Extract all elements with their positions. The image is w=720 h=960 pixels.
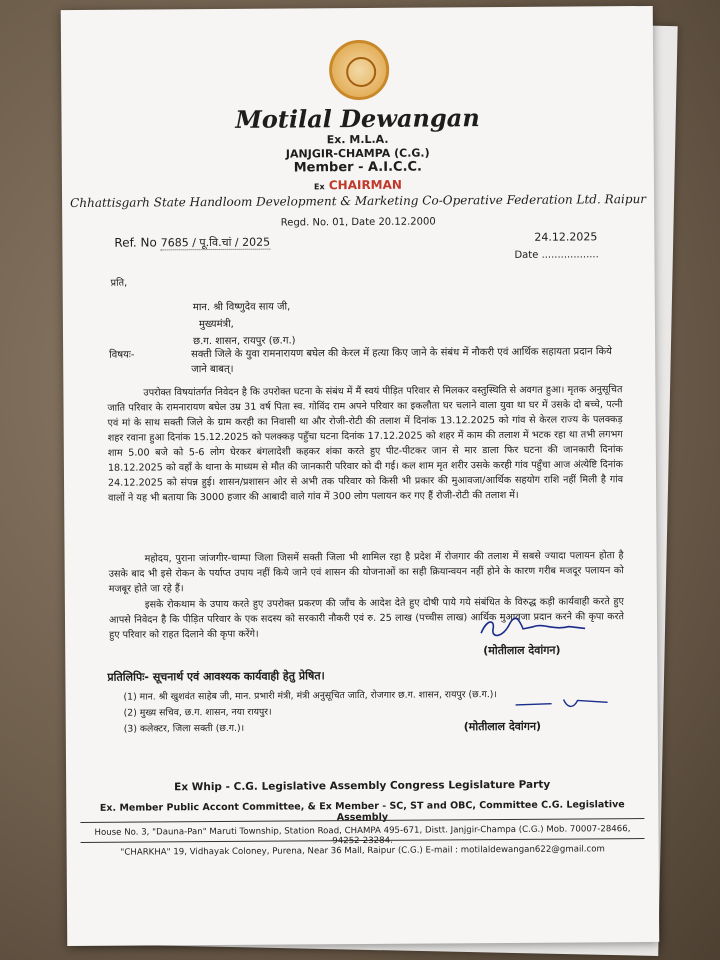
emblem-seal-icon — [329, 40, 389, 100]
body-paragraph-1: उपरोक्त विषयांतर्गत निवेदन है कि उपरोक्त घटना के संबंध में मैं स्वयं पीड़ित परिवार से मिलकर वस्तुस्थिति से अवगत हुआ। मृतक अनुसूचित जाति परिवार के रामनारायण बघेल उम्र 31 वर्ष पिता स्व. गोविंद राम अपने परिवार का इकलौता घर चलाने वाला युवा था घर में उसके दो बच्चे, पत्नी एवं मां के साथ सक्ती जिले के ग्राम करही का निवासी था और रोजी-रोटी की तलाश में दिनांक 13.12.2025 को गांव से केरल राज्य के पलक्कड़ शहर रवाना हुआ दिनांक 15.12.2025 को पलक्कड़ पहुँचा घटना दिनांक 17.12.2025 को शहर में काम की तलाश में भटक रहा था तभी लगभग शाम 5.00 बजे को 5-6 लोग घेरकर बंगलादेशी कहकर शंका करते हुए पीट-पीटकर जान से मार डाला फिर घटना की जानकारी दिनांक 18.12.2025 को वहाँ के थाना के माध्यम से मौत की जानकारी परिवार को दी गई। कल शाम मृत शरीर उसके करही गांव पहुँचा आज अंत्येष्टि दिनांक 24.12.2025 को संपन्न हुई। शासन/प्रशासन ओर से अभी तक परिवार को किसी भी प्रकार की मुआवजा/आर्थिक सहयोग राशि नहीं मिली है गांव वालों ने यह भी बताया कि 3000 हजार की आबादी वाले गांव में 300 लोग पलायन कर गए हैं रोजी-रोटी की तलाश में। — [107, 384, 624, 504]
subject-label: विषयः- — [109, 349, 135, 361]
letterhead-constituency: JANJGIR-CHAMPA (C.G.) — [285, 146, 430, 161]
recipient-address: मान. श्री विष्णुदेव साय जी, मुख्यमंत्री, छ.ग. शासन, रायपुर (छ.ग.) — [192, 301, 296, 348]
reference-number: Ref. No 7685 / पू.वि.चां / 2025 — [114, 235, 271, 250]
footer-address-champa: House No. 3, "Dauna-Pan" Maruti Township, Station Road, CHAMPA 495-671, Distt. Janjgir-Champa (C.G.) Mob. 70007-28466, 94252-23284. — [94, 824, 631, 847]
letterhead-member: Member - A.I.C.C. — [293, 159, 423, 176]
letterhead-ex-mla: Ex. M.L.A. — [326, 132, 389, 147]
signatory-name-2: (मोतीलाल देवांगन) — [463, 719, 542, 734]
letter-sheet — [61, 6, 660, 946]
subject-text: सक्ती जिले के युवा रामनारायण बघेल की केरल में हत्या किए जाने के संबंध में नौकरी एवं आर्थिक सहायता प्रदान किये जाने बाबत्। — [191, 346, 612, 376]
body-paragraph-2: महोदय, पुराना जांजगीर-चाम्पा जिला जिसमें सक्ती जिला भी शामिल रहा है प्रदेश में रोजगार की तलाश में सबसे ज्यादा पलायन होता है उसके बाद भी इसे रोकन के पर्याप्त उपाय नहीं किये जाने एवं शासन की योजनाओं का सही क्रियान्वयन नहीं होने के कारण गरीब मजदूर पलायन को मजबूर होते जा रहे हैं। — [108, 550, 624, 595]
letterhead-name: Motilal Dewangan — [235, 103, 480, 134]
signatory-name-1: (मोतीलाल देवांगन) — [483, 643, 561, 658]
copy-to-title: प्रतिलिपिः- सूचनार्थ एवं आवश्यक कार्यवाही हेतु प्रेषित। — [107, 669, 325, 684]
salutation-to: प्रति, — [110, 277, 128, 289]
letterhead-registration: Regd. No. 01, Date 20.12.2000 — [280, 216, 436, 229]
letterhead-chairman: Ex CHAIRMAN — [313, 177, 402, 193]
footer-committees: Ex. Member Public Accont Committee, & Ex Member - SC, ST and OBC, Committee C.G. Legislative Assembly — [99, 799, 625, 824]
letterhead-federation: Chhattisgarh State Handloom Development & Marketing Co-Operative Federation Ltd. Raipur — [70, 191, 647, 211]
signature-stroke — [512, 696, 612, 711]
copy-to-item: (3) कलेक्टर, जिला सक्ती (छ.ग.)। — [123, 722, 245, 735]
handwritten-signature — [473, 614, 593, 641]
footer-ex-whip: Ex Whip - C.G. Legislative Assembly Congress Legislature Party — [174, 778, 551, 794]
body-paragraph-3: इसके रोकथाम के उपाय करते हुए उपरोक्त प्रकरण की जाँच के आदेश देते हुए दोषी पाये गये संबंधित के विरुद्ध कड़ी कार्यवाही करते हुए आपसे निवेदन है कि पीड़ित परिवार के एक सदस्य को सरकारी नौकरी एवं रु. 25 लाख (पच्चीस लाख) आर्थिक मुआवजा प्रदान करने की कृपा करते हुए परिवार को राहत दिलाने की कृपा करेंगे। — [108, 596, 625, 641]
copy-to-item: (1) मान. श्री खुशवंत साहेब जी, मान. प्रभारी मंत्री, मंत्री अनुसूचित जाति, रोजगार छ.ग. शासन, रायपुर (छ.ग.)। — [123, 689, 497, 703]
footer-address-raipur: "CHARKHA" 19, Vidhayak Coloney, Purena, Near 36 Mall, Raipur (C.G.) E-mail : motilaldewangan622@gmail.com — [120, 844, 605, 858]
letter-date: 24.12.2025 Date .................. — [514, 230, 599, 261]
copy-to-item: (2) मुख्य सचिव, छ.ग. शासन, नया रायपुर। — [123, 706, 272, 719]
